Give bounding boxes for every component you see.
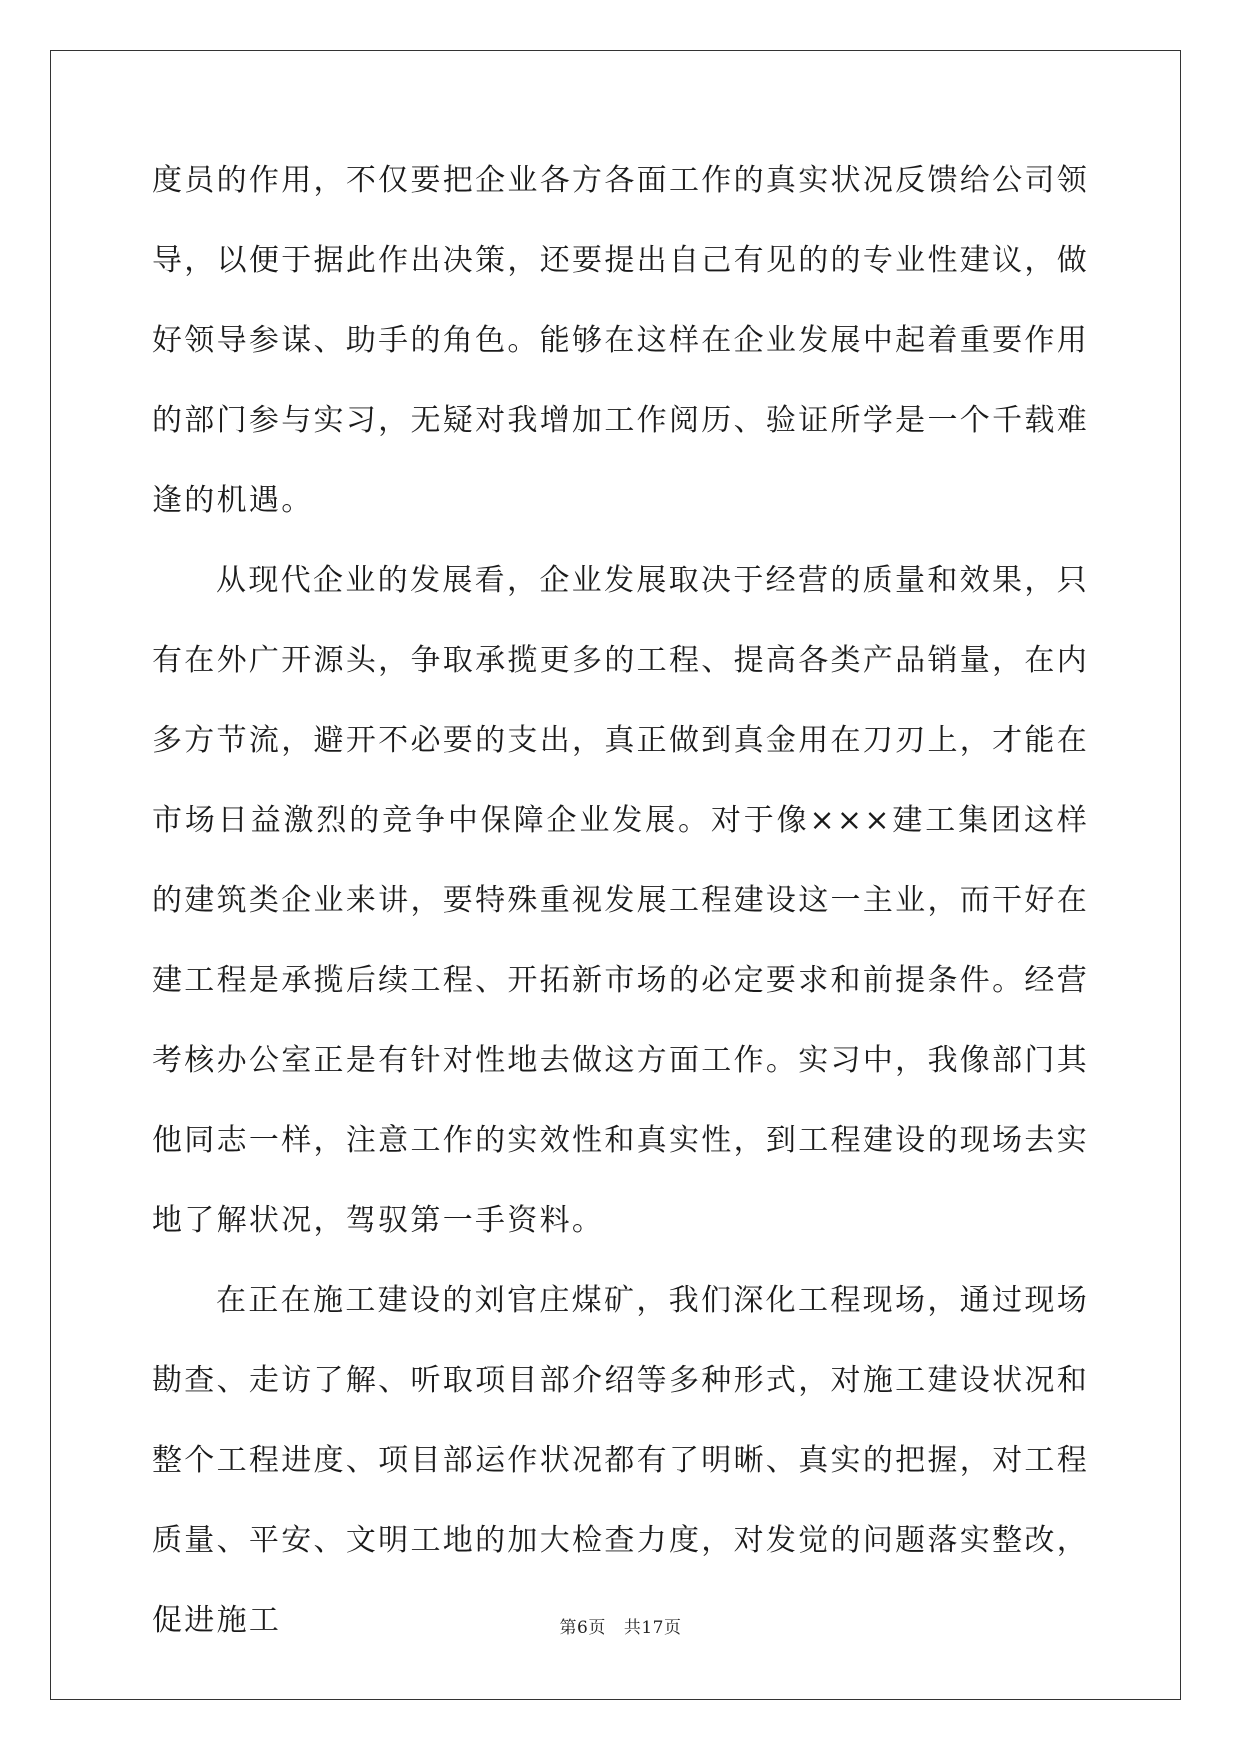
page-footer <box>0 1613 1241 1638</box>
paragraph-3: 在正在施工建设的刘官庄煤矿，我们深化工程现场，通过现场勘查、走访了解、听取项目部介绍等多种形式，对施工建设状况和整个工程进度、项目部运作状况都有了明晰、真实的把握，对工程质量、平安、文明工地的加大检查力度，对发觉的问题落实整改，促进施工 <box>152 1283 1089 1638</box>
page-number: 第6页 <box>559 1618 606 1638</box>
paragraph-1: 度员的作用，不仅要把企业各方各面工作的真实状况反馈给公司领导，以便于据此作出决策，还要提出自己有见的的专业性建议，做好领导参谋、助手的角色。能够在这样在企业发展中起着重要作用的部门参与实习，无疑对我增加工作阅历、验证所学是一个千载难逢的机遇。 <box>152 163 1089 518</box>
document-body <box>152 141 1089 1661</box>
paragraph-2: 从现代企业的发展看，企业发展取决于经营的质量和效果，只有在外广开源头，争取承揽更多的工程、提高各类产品销量，在内多方节流，避开不必要的支出，真正做到真金用在刀刃上，才能在市场日益激烈的竞争中保障企业发展。对于像×××建工集团这样的建筑类企业来讲，要特殊重视发展工程建设这一主业，而干好在建工程是承揽后续工程、开拓新市场的必定要求和前提条件。经营考核办公室正是有针对性地去做这方面工作。实习中，我像部门其他同志一样，注意工作的实效性和真实性，到工程建设的现场去实地了解状况，驾驭第一手资料。 <box>152 563 1089 1238</box>
page-total: 共17页 <box>623 1618 682 1638</box>
